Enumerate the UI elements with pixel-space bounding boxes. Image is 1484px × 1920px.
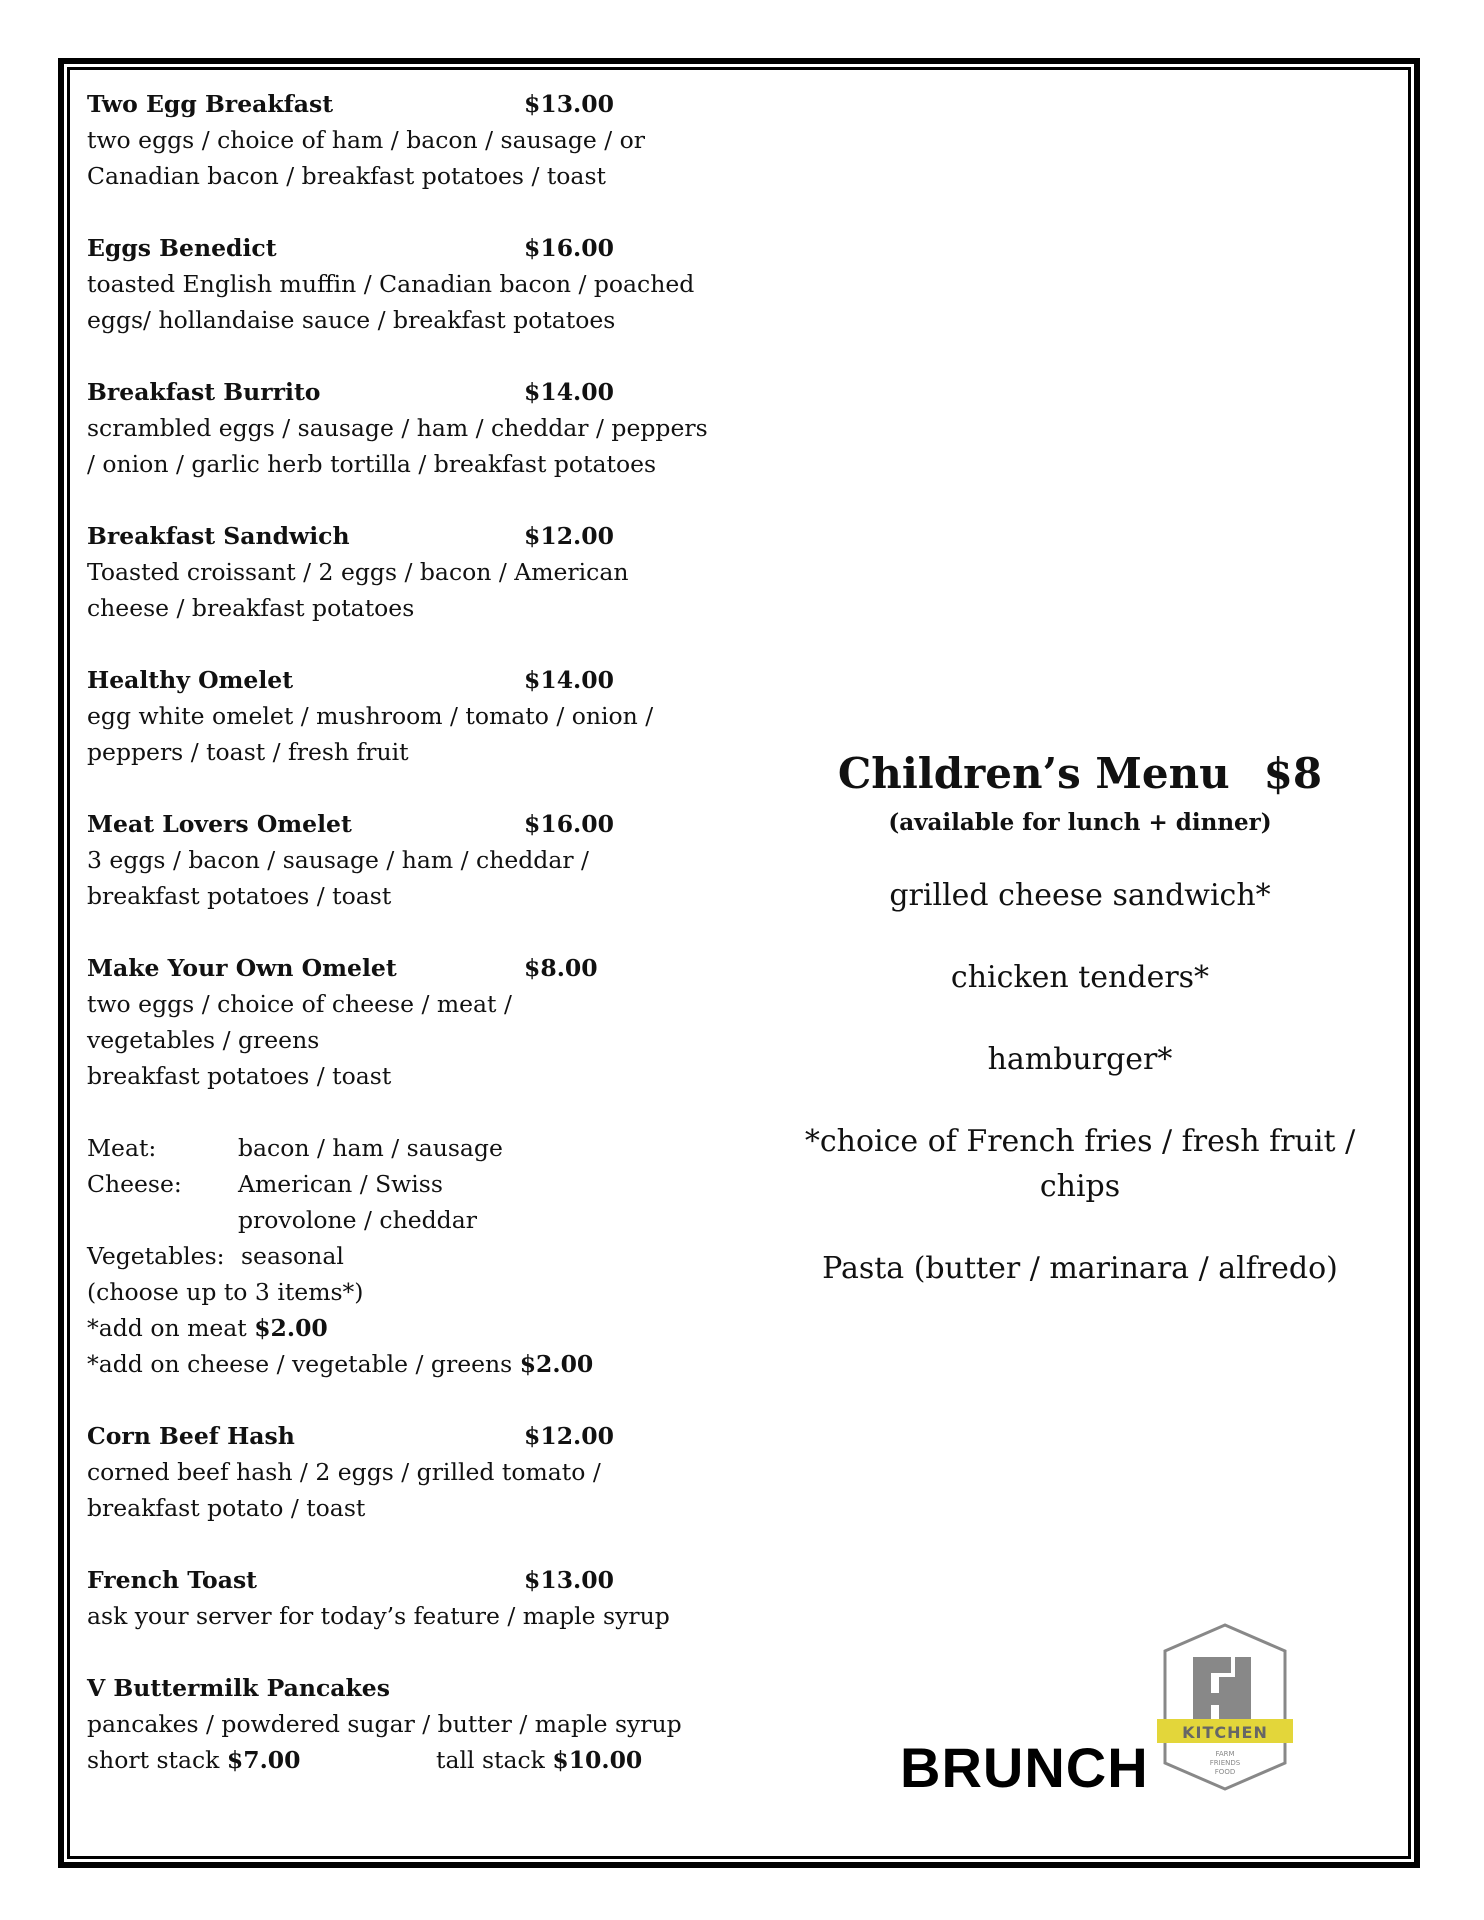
childrens-menu-item: chicken tenders* xyxy=(950,960,1210,995)
short-stack-label: short stack xyxy=(87,1746,227,1774)
item-name: Healthy Omelet xyxy=(87,666,294,694)
item-price: $12.00 xyxy=(524,522,614,550)
addon-other-price: $2.00 xyxy=(519,1350,594,1378)
menu-item-eggs-benedict xyxy=(87,230,727,338)
brunch-menu-column xyxy=(87,86,727,1814)
item-name: Two Egg Breakfast xyxy=(87,90,334,118)
childrens-menu-price: $8 xyxy=(1263,749,1323,798)
childrens-menu-title-text: Children’s Menu xyxy=(837,749,1230,798)
menu-item-buttermilk-pancakes xyxy=(87,1670,727,1778)
option-value-meat: bacon / ham / sausage xyxy=(238,1134,503,1162)
menu-item-corn-beef-hash xyxy=(87,1418,727,1526)
logo-brand: KITCHEN xyxy=(1182,1723,1268,1742)
item-name: Breakfast Sandwich xyxy=(87,522,350,550)
menu-item-healthy-omelet xyxy=(87,662,727,770)
item-name: Breakfast Burrito xyxy=(87,378,321,406)
item-name: French Toast xyxy=(87,1566,258,1594)
childrens-menu-item: hamburger* xyxy=(987,1042,1173,1077)
childrens-menu-pasta: Pasta (butter / marinara / alfredo) xyxy=(822,1251,1338,1286)
item-name: Meat Lovers Omelet xyxy=(87,810,352,838)
item-description: peppers / toast / fresh fruit xyxy=(87,738,409,766)
item-description: cheese / breakfast potatoes xyxy=(87,594,415,622)
item-description: breakfast potatoes / toast xyxy=(87,1062,392,1090)
kitchen-logo xyxy=(1157,1621,1293,1793)
item-price: $8.00 xyxy=(524,954,598,982)
item-price: $14.00 xyxy=(524,378,614,406)
pancake-sizes xyxy=(87,1742,727,1778)
addon-meat-text: *add on meat xyxy=(87,1314,255,1342)
item-description: toasted English muffin / Canadian bacon / poached xyxy=(87,270,695,298)
item-description: corned beef hash / 2 eggs / grilled tomato / xyxy=(87,1458,601,1486)
option-value-vegetables: seasonal xyxy=(241,1242,344,1270)
option-label-vegetables: Vegetables: xyxy=(87,1242,225,1270)
logo-tagline-1: FARM xyxy=(1215,1750,1235,1758)
item-name: Corn Beef Hash xyxy=(87,1422,295,1450)
item-price: $13.00 xyxy=(524,1566,614,1594)
short-stack-price: $7.00 xyxy=(226,1746,301,1774)
logo-tagline-3: FOOD xyxy=(1214,1768,1236,1776)
tall-stack-price: $10.00 xyxy=(552,1746,643,1774)
menu-item-breakfast-burrito xyxy=(87,374,727,482)
short-stack xyxy=(87,1742,300,1778)
item-description: 3 eggs / bacon / sausage / ham / cheddar / xyxy=(87,846,589,874)
item-name: Make Your Own Omelet xyxy=(87,954,397,982)
tall-stack xyxy=(436,1742,642,1778)
omelet-options xyxy=(87,1130,727,1382)
item-description: breakfast potatoes / toast xyxy=(87,882,392,910)
addon-other-text: *add on cheese / vegetable / greens xyxy=(87,1350,520,1378)
childrens-menu-sides-note: *choice of French fries / fresh fruit / chips xyxy=(804,1124,1356,1204)
childrens-menu xyxy=(790,745,1370,1291)
item-price: $16.00 xyxy=(524,810,614,838)
item-description: two eggs / choice of ham / bacon / sausage / or xyxy=(87,126,646,154)
item-description: breakfast potato / toast xyxy=(87,1494,366,1522)
tall-stack-label: tall stack xyxy=(436,1746,553,1774)
item-price: $14.00 xyxy=(524,666,614,694)
item-description: two eggs / choice of cheese / meat / xyxy=(87,990,512,1018)
option-label-meat: Meat: xyxy=(87,1134,157,1162)
option-value-cheese: American / Swiss xyxy=(238,1170,443,1198)
option-label-cheese: Cheese: xyxy=(87,1170,182,1198)
menu-item-two-egg-breakfast xyxy=(87,86,727,194)
logo-tagline-2: FRIENDS xyxy=(1209,1759,1241,1767)
item-price: $12.00 xyxy=(524,1422,614,1450)
item-description: eggs/ hollandaise sauce / breakfast potatoes xyxy=(87,306,616,334)
item-price: $13.00 xyxy=(524,90,614,118)
menu-item-french-toast xyxy=(87,1562,727,1634)
childrens-menu-title xyxy=(790,745,1370,803)
option-value-cheese-2: provolone / cheddar xyxy=(238,1206,477,1234)
childrens-menu-subtitle: (available for lunch + dinner) xyxy=(888,809,1272,836)
option-choose-note: (choose up to 3 items*) xyxy=(87,1278,364,1306)
item-description: Toasted croissant / 2 eggs / bacon / American xyxy=(87,558,629,586)
menu-item-meat-lovers-omelet xyxy=(87,806,727,914)
item-description: / onion / garlic herb tortilla / breakfast potatoes xyxy=(87,450,657,478)
item-description: ask your server for today’s feature / maple syrup xyxy=(87,1602,670,1630)
item-price: $16.00 xyxy=(524,234,614,262)
item-name: V Buttermilk Pancakes xyxy=(87,1674,390,1702)
menu-item-breakfast-sandwich xyxy=(87,518,727,626)
addon-meat xyxy=(87,1310,727,1346)
item-description: pancakes / powdered sugar / butter / maple syrup xyxy=(87,1710,682,1738)
item-description: egg white omelet / mushroom / tomato / onion / xyxy=(87,702,654,730)
addon-meat-price: $2.00 xyxy=(254,1314,328,1342)
menu-item-make-your-own-omelet xyxy=(87,950,727,1094)
childrens-menu-item: grilled cheese sandwich* xyxy=(889,878,1271,913)
addon-other xyxy=(87,1346,727,1382)
item-description: scrambled eggs / sausage / ham / cheddar / peppers xyxy=(87,414,708,442)
item-description: Canadian bacon / breakfast potatoes / toast xyxy=(87,162,606,190)
brunch-label: BRUNCH xyxy=(900,1736,1149,1799)
item-name: Eggs Benedict xyxy=(87,234,277,262)
item-description: vegetables / greens xyxy=(87,1026,320,1054)
